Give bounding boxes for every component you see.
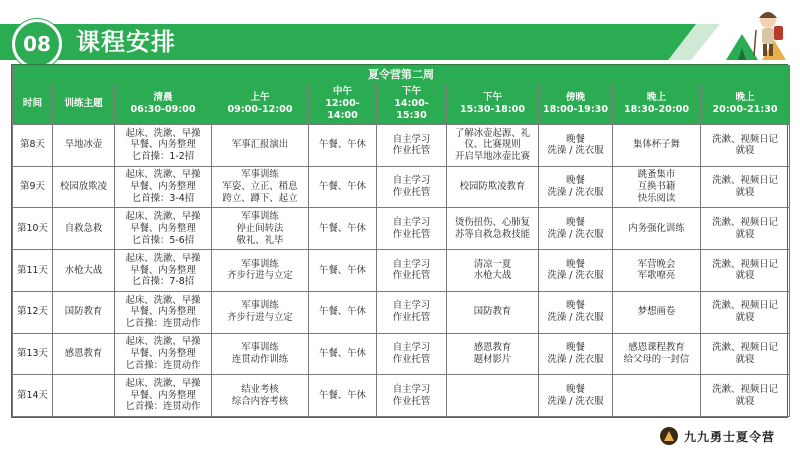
- table-cell: 洗漱、视频日记 就寝: [701, 125, 790, 167]
- table-cell: 午餐、午休: [309, 250, 377, 292]
- table-cell: 感恩教育: [53, 333, 115, 375]
- column-header: [13, 84, 53, 125]
- table-cell: 国防教育: [447, 291, 539, 333]
- table-cell: 旱地冰壶: [53, 125, 115, 167]
- table-cell: 跳蚤集市 互换书籍 快乐阅读: [613, 166, 701, 208]
- table-cell: 第14天: [13, 375, 53, 417]
- table-cell: 军事训练 停止间转法 敬礼、礼毕: [212, 208, 309, 250]
- table-cell: 第13天: [13, 333, 53, 375]
- table-cell: 了解冰壶起源、礼 仪、比赛规则 开启旱地冰壶比赛: [447, 125, 539, 167]
- camper-mascot-icon: [724, 4, 794, 62]
- table-cell: 晚餐 洗澡 / 洗衣服: [539, 291, 613, 333]
- table-cell: 军营晚会 军歌嘹亮: [613, 250, 701, 292]
- column-time: 15:30-18:00: [459, 104, 526, 115]
- column-name: 下午: [482, 92, 503, 104]
- table-cell: 洗漱、视频日记 就寝: [701, 333, 790, 375]
- column-name: 傍晚: [565, 92, 586, 104]
- column-name: 训练主题: [64, 98, 103, 109]
- table-cell: 起床、洗漱、早操 早餐、内务整理 匕首操：连贯动作: [115, 375, 212, 417]
- table-cell: 自主学习 作业托管: [377, 166, 447, 208]
- table-cell: 午餐、午休: [309, 166, 377, 208]
- column-header: [701, 84, 790, 125]
- table-cell: 军事训练 齐步行进与立定: [212, 250, 309, 292]
- table-cell: 军事训练 连贯动作训练: [212, 333, 309, 375]
- table-cell: 洗漱、视频日记 就寝: [701, 250, 790, 292]
- table-cell: 军事训练 齐步行进与立定: [212, 291, 309, 333]
- table-cell: 洗漱、视频日记 就寝: [701, 375, 790, 417]
- table-cell: [613, 375, 701, 417]
- table-row: [13, 291, 790, 333]
- column-name: 晚上: [646, 92, 667, 104]
- table-cell: 晚餐 洗澡 / 洗衣服: [539, 208, 613, 250]
- footer-brand: [660, 426, 790, 446]
- column-header: [377, 84, 447, 125]
- table-cell: 结业考核 综合内容考核: [212, 375, 309, 417]
- table-cell: 晚餐 洗澡 / 洗衣服: [539, 125, 613, 167]
- table-cell: 晚餐 洗澡 / 洗衣服: [539, 375, 613, 417]
- brand-logo-icon: [660, 427, 678, 445]
- table-cell: 校园放欺凌: [53, 166, 115, 208]
- column-time: 18:00-19:30: [542, 104, 609, 115]
- table-cell: 自主学习 作业托管: [377, 250, 447, 292]
- table-cell: 感恩教育 题材影片: [447, 333, 539, 375]
- column-header: [309, 84, 377, 125]
- table-cell: 第8天: [13, 125, 53, 167]
- table-cell: 起床、洗漱、早操 早餐、内务整理 匕首操：5-6招: [115, 208, 212, 250]
- table-cell: 梦想画卷: [613, 291, 701, 333]
- table-cell: 校园防欺凌教育: [447, 166, 539, 208]
- table-cell: 军事汇报演出: [212, 125, 309, 167]
- table-cell: 起床、洗漱、早操 早餐、内务整理 匕首操：连贯动作: [115, 333, 212, 375]
- table-row: [13, 125, 790, 167]
- table-cell: 自主学习 作业托管: [377, 291, 447, 333]
- table-cell: 晚餐 洗澡 / 洗衣服: [539, 250, 613, 292]
- table-row: [13, 375, 790, 417]
- table-cell: 洗漱、视频日记 就寝: [701, 166, 790, 208]
- column-header: [613, 84, 701, 125]
- column-header: [115, 84, 212, 125]
- table-cell: 起床、洗漱、早操 早餐、内务整理 匕首操：7-8招: [115, 250, 212, 292]
- column-time: 14:00-15:30: [394, 98, 429, 121]
- table-cell: [53, 375, 115, 417]
- table-cell: 洗漱、视频日记 就寝: [701, 208, 790, 250]
- table-cell: 起床、洗漱、早操 早餐、内务整理 匕首操：1-2招: [115, 125, 212, 167]
- column-header: [212, 84, 309, 125]
- brand-name: 九九勇士夏令营: [684, 429, 776, 444]
- table-cell: 午餐、午休: [309, 291, 377, 333]
- table-row: [13, 208, 790, 250]
- table-row: [13, 250, 790, 292]
- column-header: [539, 84, 613, 125]
- table-cell: 清凉一夏 水枪大战: [447, 250, 539, 292]
- table-cell: 洗漱、视频日记 就寝: [701, 291, 790, 333]
- table-cell: 水枪大战: [53, 250, 115, 292]
- table-cell: 第11天: [13, 250, 53, 292]
- table-cell: 自主学习 作业托管: [377, 375, 447, 417]
- table-row: [13, 333, 790, 375]
- table-cell: 晚餐 洗澡 / 洗衣服: [539, 333, 613, 375]
- table-cell: 自主学习 作业托管: [377, 208, 447, 250]
- table-cell: 午餐、午休: [309, 333, 377, 375]
- table-cell: 自主学习 作业托管: [377, 125, 447, 167]
- table-cell: 国防教育: [53, 291, 115, 333]
- table-row: [13, 166, 790, 208]
- table-cell: 军事训练 军姿、立正、稍息 跨立、蹲下、起立: [212, 166, 309, 208]
- table-cell: 自救急救: [53, 208, 115, 250]
- column-name: 时间: [22, 98, 43, 109]
- column-name: 中午: [332, 86, 353, 98]
- column-name: 清晨: [153, 92, 173, 104]
- section-number-badge: 08: [12, 19, 62, 69]
- table-cell: [447, 375, 539, 417]
- column-time: 06:30-09:00: [130, 104, 196, 115]
- column-time: 09:00-12:00: [227, 104, 293, 115]
- table-cell: 第10天: [13, 208, 53, 250]
- column-time: 20:00-21:30: [712, 104, 778, 115]
- table-cell: 集体杯子舞: [613, 125, 701, 167]
- table-cell: 起床、洗漱、早操 早餐、内务整理 匕首操：3-4招: [115, 166, 212, 208]
- schedule-table: [11, 64, 788, 418]
- table-cell: 起床、洗漱、早操 早餐、内务整理 匕首操：连贯动作: [115, 291, 212, 333]
- table-cell: 自主学习 作业托管: [377, 333, 447, 375]
- table-cell: 第9天: [13, 166, 53, 208]
- column-name: 下午: [401, 86, 422, 98]
- table-cell: 烫伤扭伤、心肺复 苏等自救急救技能: [447, 208, 539, 250]
- table-cell: 感恩课程教育 给父母的一封信: [613, 333, 701, 375]
- table-cell: 内务强化训练: [613, 208, 701, 250]
- column-name: 晚上: [735, 92, 755, 104]
- table-caption: 夏令营第二周: [13, 66, 790, 84]
- table-cell: 第12天: [13, 291, 53, 333]
- column-name: 上午: [250, 92, 270, 104]
- column-header: [53, 84, 115, 125]
- table-cell: 午餐、午休: [309, 208, 377, 250]
- page-title: 课程安排: [76, 28, 176, 56]
- column-header: [447, 84, 539, 125]
- column-time: 12:00-14:00: [325, 98, 360, 121]
- column-time: 18:30-20:00: [623, 104, 690, 115]
- table-cell: 晚餐 洗澡 / 洗衣服: [539, 166, 613, 208]
- table-cell: 午餐、午休: [309, 375, 377, 417]
- table-cell: 午餐、午休: [309, 125, 377, 167]
